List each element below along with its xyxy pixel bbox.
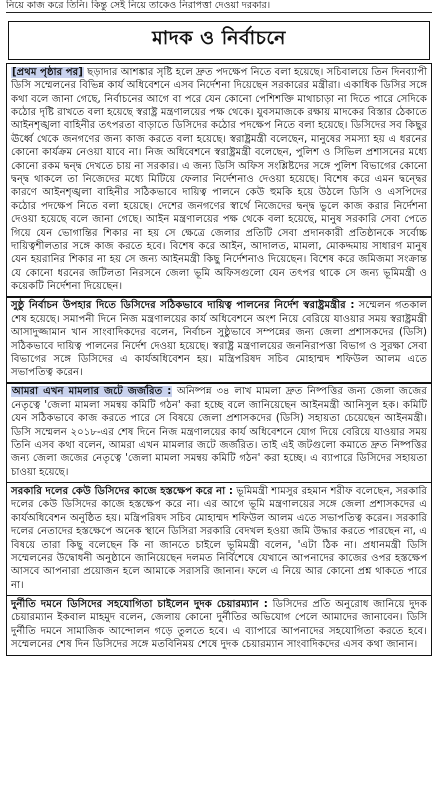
article-body bbox=[6, 63, 432, 656]
article-block-acc-chairman bbox=[6, 595, 432, 656]
subheading: সরকারি দলের কেউ ডিসিদের কাজে হস্তক্ষেপ করে না : bbox=[11, 486, 233, 497]
subheading: দুর্নীতি দমনে ডিসিদের সহযোগিতা চাইলেন দুদক চেয়ারম্যান : bbox=[11, 598, 268, 610]
paragraph bbox=[11, 598, 427, 652]
article-block-home-minister bbox=[6, 296, 432, 383]
paragraph bbox=[11, 485, 427, 592]
continuation-marker: [প্রথম পৃষ্ঠার পর] bbox=[12, 66, 83, 78]
paragraph-text: অনিষ্পন্ন ৩৪ লাখ মামলা দ্রুত নিষ্পত্তির জন্য জেলা জজের নেতৃত্বে 'জেলা মামলা সমন্বয় কমিটি গঠন' করা হচ্ছে বলে জানিয়েছেন আইনমন্ত্রী আনিসুল হক। কমিটি যেন সঠিকভাবে কাজ করতে পারে সে বিষয়ে জেলা প্রশাসকদের (ডিসি) সহায়তা চেয়েছেন আইনমন্ত্রী। ডিসি সম্মেলন ২০১৮-এর শেষ দিনে নিজ মন্ত্রণালয়ের কার্য অধিবেশনে যোগ দিয়ে বেরিয়ে যাওয়ার সময় তিনি এসব কথা বলেন, আমরা এখন মামলার জটে জর্জরিত। তাই এই জটগুলো কমাতে দ্রুত নিষ্পত্তির জন্য জেলা জজের নেতৃত্বে 'জেলা মামলা সমন্বয় কমিটি গঠন' করা হচ্ছে। এ ব্যাপারে ডিসিদের সহায়তা চাওয়া হয়েছে। bbox=[11, 386, 427, 478]
paragraph bbox=[11, 299, 427, 379]
paragraph-text: ছড়াদার আশঙ্কার সৃষ্টি হলে দ্রুত পদক্ষেপ নিতে বলা হয়েছে। সচিবালয়ে তিন দিনব্যাপী ডিসি সম্মেলনের বিভিন্ন কার্য অধিবেশনে এসব নির্দেশনা দিয়েছেন সরকারের মন্ত্রীরা। একাধিক ডিসির সঙ্গে কথা বলে জানা গেছে, নির্বাচনের আগে বা পরে যেন কোনো পেশিশক্তি মাথাচাড়া না দিতে পারে সেদিকে কঠোর দৃষ্টি রাখতে বলা হয়েছে স্বরাষ্ট্র মন্ত্রণালয়ের পক্ষ থেকে। যুবসমাজকে রক্ষায় মাদকের বিস্তার ঠেকাতে আইনশৃঙ্খলা বাহিনীর তৎপরতা বাড়াতে ডিসিদের কঠোর পদক্ষেপ নিতে বলা হয়েছে। ডিসিদের সব কিছুর ঊর্ধ্বে থেকে জনগণের জন্য কাজ করতে বলা হয়েছে। স্বরাষ্ট্রমন্ত্রী বলেছেন, মানুষের সমস্যা হয় এ ধরনের কোনো কার্যক্রম নেওয়া যাবে না। নিজ অধিবেশনে স্বরাষ্ট্রমন্ত্রী বলেছেন, পুলিশ ও সিভিল প্রশাসনের মধ্যে কোনো রকম দ্বন্দ্ব দেখতে চায় না সরকার। এ জন্য ডিসি অফিস সংশ্লিষ্টদের সঙ্গে পুলিশ বিভাগের কোনো দ্বন্দ্ব থাকলে তা নিজেদের মধ্যে মিটিয়ে ফেলার নির্দেশনাও দেওয়া হয়েছে। বিশেষ করে এমন দ্বন্দ্বের কারণে আইনশৃঙ্খলা বাহিনীর সঠিকভাবে দায়িত্ব পালনে কেউ হুমকি হয়ে উঠলে ডিসি ও এসপিদের কঠোর পদক্ষেপ নিতে বলা হয়েছে। দেশের জনগণের স্বার্থে নিজেদের দ্বন্দ্ব ভুলে কাজ করার নির্দেশনা দেওয়া হয়েছে বলে জানা গেছে। আইন মন্ত্রণালয়ের পক্ষ থেকে বলা হয়েছে, মানুষ সরকারি সেবা পেতে গিয়ে যেন ভোগান্তির শিকার না হয় সে ক্ষেত্রে জেলার প্রতিটি সেবা প্রদানকারী প্রতিষ্ঠানকে সর্বোচ্চ দায়িত্বশীলতার সঙ্গে কাজ করতে হবে। বিশেষ করে আইন, আদালত, মামলা, মোকদ্দমায় সাধারণ মানুষ যেন হয়রানির শিকার না হয় সে জন্য আইনমন্ত্রী কিছু নির্দেশনাও দিয়েছেন। বিশেষ করে জমিজমা সংক্রান্ত যে কোনো ধরনের জটিলতা নিরসনে জেলা ভূমি অফিসগুলো যেন তৎপর থাকে সে জন্য ভূমিমন্ত্রী ও কয়েকটি নির্দেশনা দিয়েছেন। bbox=[11, 66, 427, 293]
paragraph-text: ডিসিদের প্রতি অনুরোধ জানিয়ে দুদক চেয়ারম্যান ইকবাল মাহমুদ বলেন, জেলায় কোনো দুর্নীতির অভিযোগ পেলে আমাদের জানাবেন। ডিসি দুর্নীতি দমনে সামাজিক আন্দোলন গড়ে তুলতে হবে। এ ব্যাপারে আপনাদের সহযোগিতা করতে হবে। সম্মেলনের শেষ দিন ডিসিদের সঙ্গে মতবিনিময় শেষে দুদক চেয়ারম্যান সাংবাদিকদের এসব কথা জানান। bbox=[11, 598, 427, 651]
article-block-land-minister bbox=[6, 482, 432, 596]
paragraph-text: সম্মেলন গতকাল শেষ হয়েছে। সমাপনী দিনে নিজ মন্ত্রণালয়ের কার্য অধিবেশনে অংশ নিয়ে বেরিয়ে যাওয়ার সময় স্বরাষ্ট্রমন্ত্রী আসাদুজ্জামান খান সাংবাদিকদের বলেন, নির্বাচন সুষ্ঠুভাবে সম্পন্নের জন্য জেলা প্রশাসকদের (ডিসি) সঠিকভাবে দায়িত্ব পালনের নির্দেশ দেওয়া হয়েছে। স্বরাষ্ট্র মন্ত্রণালয়ের জননিরাপত্তা বিভাগ ও সুরক্ষা সেবা বিভাগের সঙ্গে ডিসিদের এ কার্যঅধিবেশন হয়। মন্ত্রিপরিষদ সচিব মোহাম্মদ শফিউল আলম এতে সভাপতিত্ব করেন। bbox=[11, 300, 427, 379]
paragraph-text: ভূমিমন্ত্রী শামসুর রহমান শরীফ বলেছেন, সরকারি দলের কেউ ডিসিদের কাজে হস্তক্ষেপ করে না। এর আগে ভূমি মন্ত্রণালয়ের সঙ্গে জেলা প্রশাসকদের এ কার্যঅধিবেশন অনুষ্ঠিত হয়। মন্ত্রিপরিষদ সচিব মোহাম্মদ শফিউল আলম এতে সভাপতিত্ব করেন। সরকারি দলের নেতাদের হস্তক্ষেপে অনেক স্থানে ডিসিরা সরকারি বেদখল হওয়া জমি উদ্ধার করতে পারছেন না, এ বিষয়ে তারা কিছু বলেছেন কি না জানতে চাইলে ভূমিমন্ত্রী বলেন, 'এটা ঠিক না। প্রধানমন্ত্রী ডিসি সম্মেলনের উদ্বোধনী অনুষ্ঠানে জানিয়েছেন দলমত নির্বিশেষে যেখানে আপনাদের কাজের ওপর হস্তক্ষেপ আসবে আপনারা প্রয়োজন হলে আমাকে সরাসরি জানান। ফলে এ নিয়ে আর কোনো প্রশ্ন থাকতে পারে না। bbox=[11, 486, 427, 591]
paragraph bbox=[11, 66, 427, 294]
article-block-intro bbox=[6, 63, 432, 298]
subheading: সুষ্ঠু নির্বাচন উপহার দিতে ডিসিদের সঠিকভাবে দায়িত্ব পালনের নির্দেশ স্বরাষ্ট্রমন্ত্রীর : bbox=[11, 300, 355, 312]
headline: মাদক ও নির্বাচনে bbox=[8, 21, 430, 60]
article-block-law-minister bbox=[6, 382, 432, 483]
preceding-article-fragment: নিয়ে কাজ করে তিনি। কিন্তু সেই নিয়ে তাকেও নিরাপত্তা দেওয়া দরকার। bbox=[6, 0, 432, 13]
subheading: আমরা এখন মামলার জটে জর্জরিত : bbox=[12, 386, 172, 398]
paragraph bbox=[11, 385, 427, 479]
